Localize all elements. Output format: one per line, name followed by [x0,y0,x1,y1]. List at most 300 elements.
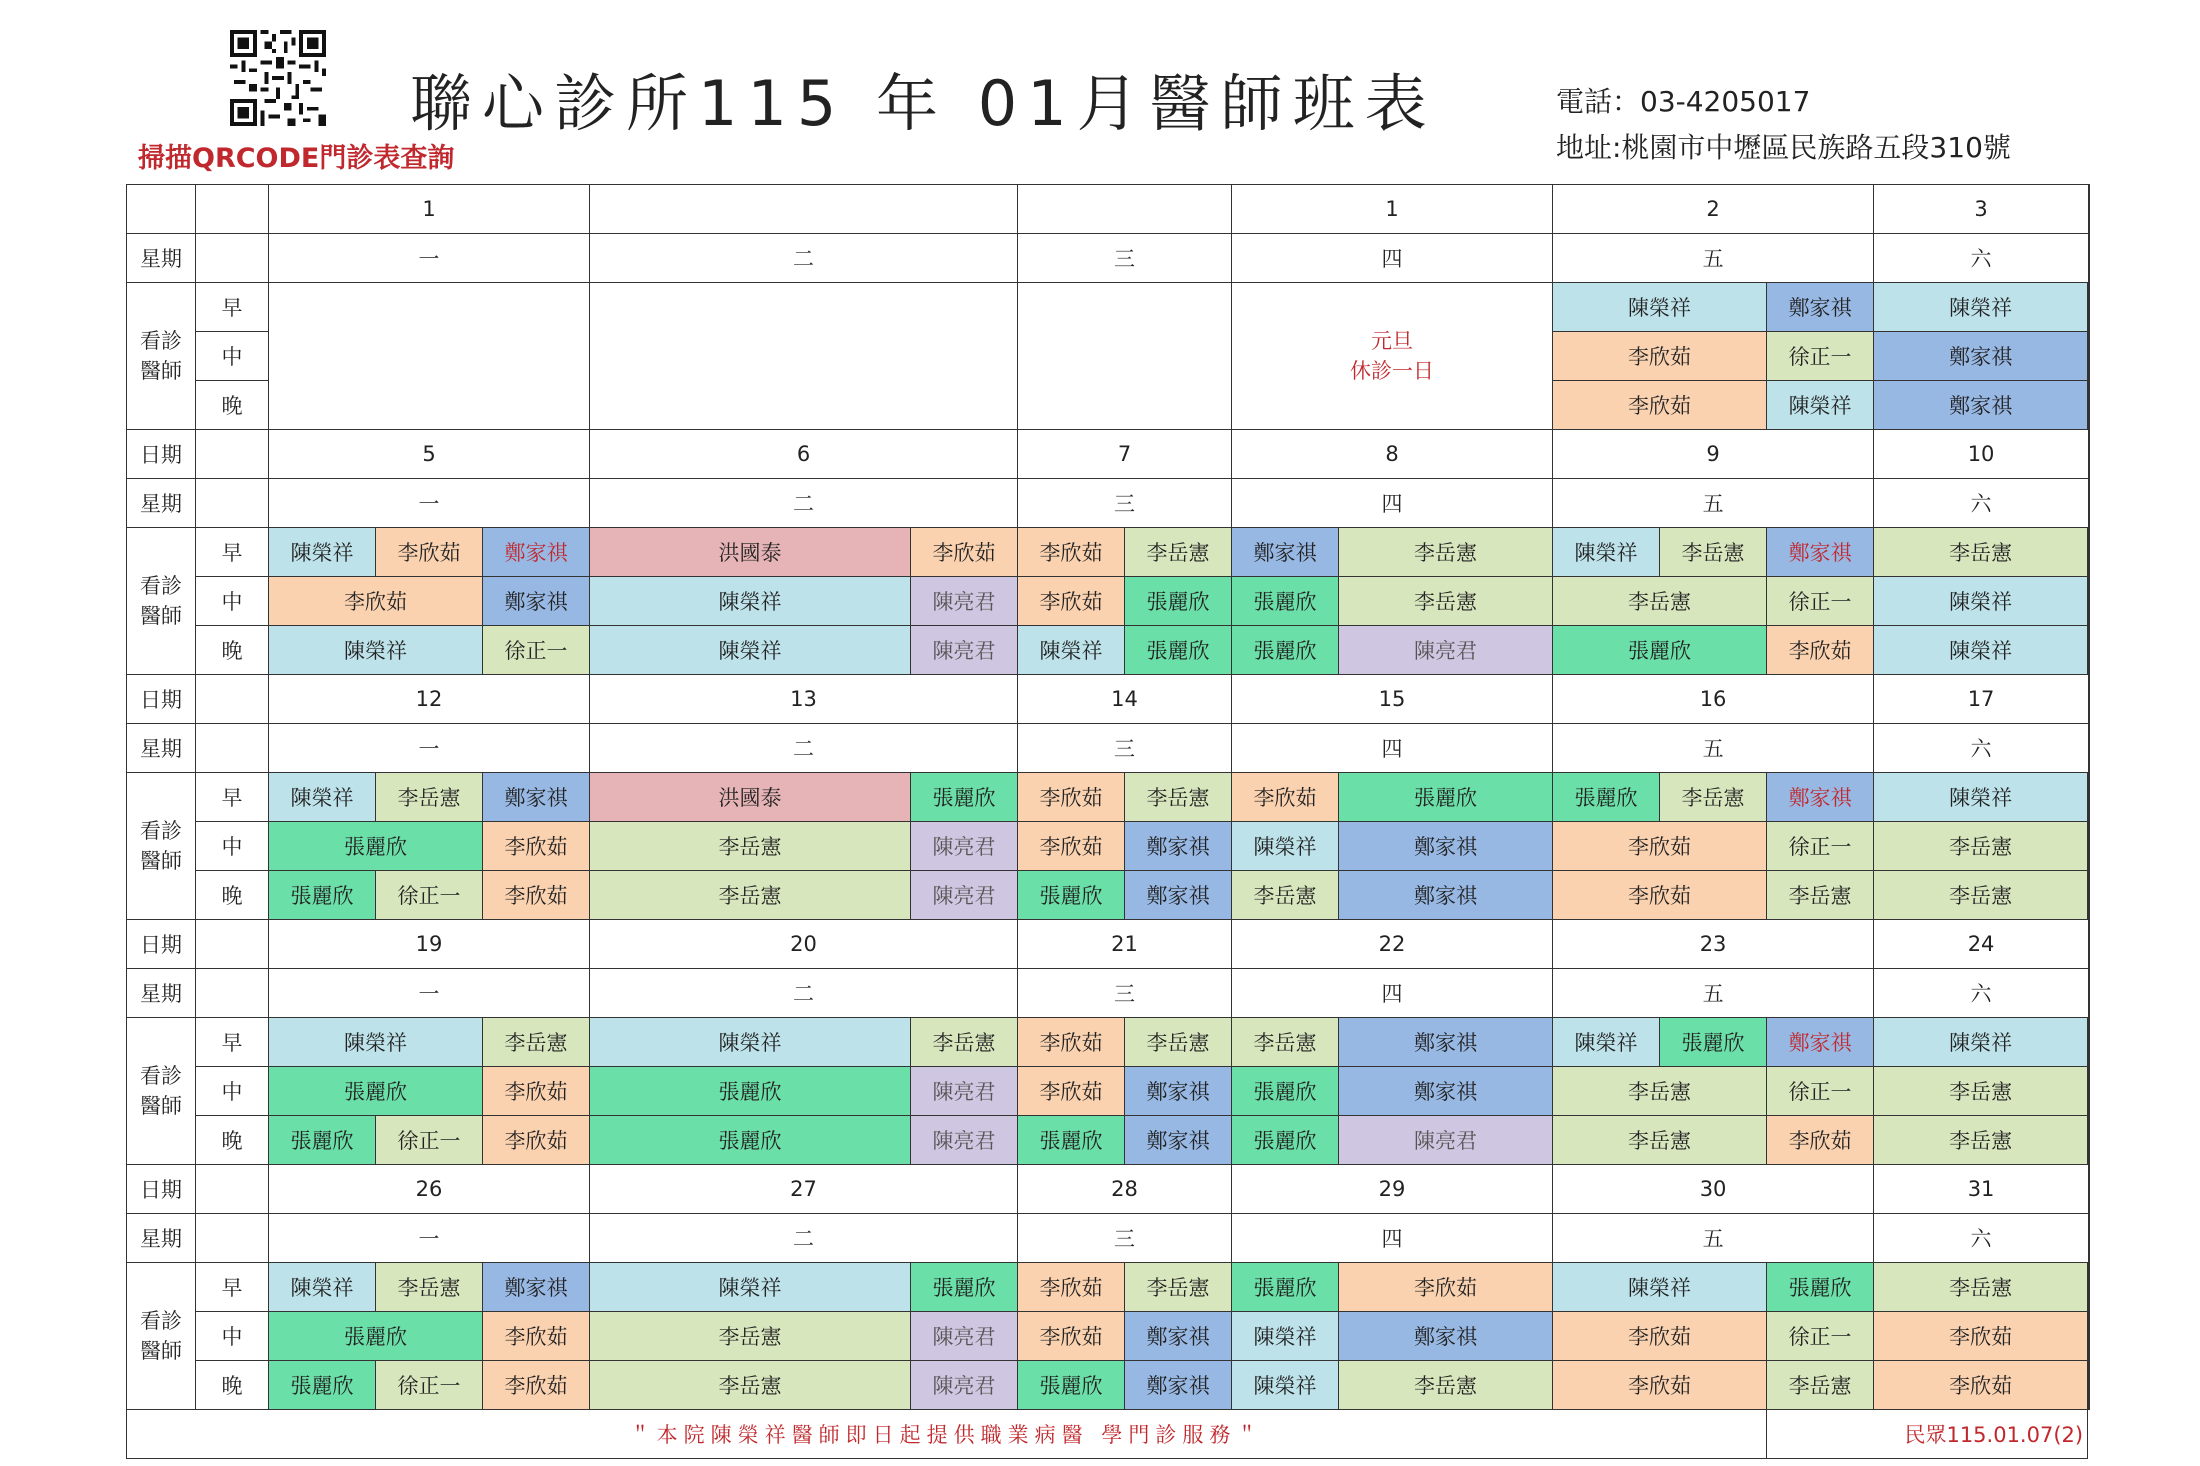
session-row [127,1018,2090,1067]
doctor-slot: 陳榮祥 [1874,1018,2088,1067]
doctor-slot: 鄭家祺 [1125,1361,1232,1410]
clinic-phone: 電話：03-4205017 [1556,85,1811,118]
doctor-slot: 徐正一 [1767,332,1874,381]
doctor-slot: 張麗欣 [269,1116,376,1165]
date-cell-fri: 2 [1553,185,1874,234]
weekday-row [127,1214,2090,1263]
doctor-slot: 李岳憲 [376,1263,483,1312]
doctor-slot: 李欣茹 [1018,1263,1125,1312]
session-row [127,1361,2090,1410]
doctor-slot: 徐正一 [376,1361,483,1410]
weekday-row [127,969,2090,1018]
doctor-slot: 張麗欣 [1232,577,1339,626]
doctor-slot: 李岳憲 [1232,871,1339,920]
doctor-slot: 陳榮祥 [269,1018,483,1067]
qr-caption: 掃描QRCODE門診表查詢 [138,143,455,174]
weekday-cell-fri: 五 [1553,724,1874,773]
doctor-slot: 李欣茹 [1553,1312,1767,1361]
date-cell-sun [2089,1165,2090,1214]
doctor-slot: 李欣茹 [269,577,483,626]
doctor-slot: 徐正一 [1767,577,1874,626]
session-label: 早 [196,528,269,577]
doctor-slot: 陳榮祥 [1874,283,2088,332]
doctor-slot: 鄭家祺 [1767,528,1874,577]
date-cell-wed: 28 [1018,1165,1232,1214]
date-row [127,675,2090,724]
doctor-slot: 李岳憲 [1553,1116,1767,1165]
doctor-slot: 陳榮祥 [269,773,376,822]
doctor-slot: 張麗欣 [1232,1116,1339,1165]
doctor-slot: 李岳憲 [590,1312,911,1361]
doctor-slot: 李岳憲 [1874,871,2088,920]
doctor-slot: 李岳憲 [1874,528,2088,577]
doctor-slot: 陳榮祥 [1232,1361,1339,1410]
date-cell-mon: 12 [269,675,590,724]
date-cell-fri: 16 [1553,675,1874,724]
weekday-cell-thu: 四 [1232,1214,1553,1263]
doctor-slot: 張麗欣 [1018,871,1125,920]
doctor-slot: 陳榮祥 [269,626,483,675]
session-row [127,283,2090,332]
weekday-cell-sat: 六 [1874,724,2089,773]
doctor-slot: 李欣茹 [1553,381,1767,430]
date-label: 日期 [127,675,196,724]
doctor-slot: 李欣茹 [1018,1312,1125,1361]
doctor-slot: 李欣茹 [1018,528,1125,577]
session-label: 早 [196,283,269,332]
empty-day-cell [2089,1116,2090,1165]
doctor-slot: 李岳憲 [1660,773,1767,822]
doctor-slot: 陳亮君 [911,1116,1018,1165]
doctor-slot: 陳亮君 [911,1312,1018,1361]
doctor-slot: 李欣茹 [483,1116,590,1165]
weekday-cell-sat: 六 [1874,969,2089,1018]
doctor-slot: 張麗欣 [911,773,1018,822]
doctor-slot: 洪國泰 [590,528,911,577]
date-cell-sun [2089,675,2090,724]
session-label: 中 [196,1312,269,1361]
doctor-slot: 鄭家祺 [483,528,590,577]
weekday-cell-sun [2089,234,2090,283]
doctor-block-label: 看診 醫師 [127,773,196,920]
date-cell-thu: 1 [1232,185,1553,234]
doctor-slot: 陳榮祥 [1874,577,2088,626]
date-label: 日期 [127,430,196,479]
doctor-slot: 李欣茹 [1232,773,1339,822]
weekday-cell-thu: 四 [1232,234,1553,283]
doctor-slot: 張麗欣 [1767,1263,1874,1312]
session-row [127,822,2090,871]
doctor-slot: 李岳憲 [1874,822,2088,871]
weekday-cell-sun [2089,479,2090,528]
doctor-slot: 李欣茹 [1018,773,1125,822]
doctor-slot: 李欣茹 [1553,332,1767,381]
date-cell-sun [2089,920,2090,969]
session-label: 晚 [196,1116,269,1165]
doctor-slot: 李岳憲 [911,1018,1018,1067]
doctor-slot: 李欣茹 [1018,1018,1125,1067]
doctor-slot: 陳亮君 [911,577,1018,626]
session-label: 中 [196,1067,269,1116]
weekday-cell-fri: 五 [1553,479,1874,528]
doctor-slot: 張麗欣 [269,1067,483,1116]
doctor-slot: 李欣茹 [1767,626,1874,675]
date-label-spacer [196,185,269,234]
doctor-slot: 李欣茹 [483,871,590,920]
doctor-slot: 徐正一 [1767,822,1874,871]
empty-day-cell [2089,528,2090,577]
empty-day-cell [2089,626,2090,675]
doctor-slot: 鄭家祺 [1125,1312,1232,1361]
weekday-cell-wed: 三 [1018,969,1232,1018]
session-label: 早 [196,773,269,822]
doctor-slot: 陳榮祥 [269,1263,376,1312]
doctor-slot: 李岳憲 [1339,528,1553,577]
date-cell-sat: 3 [1874,185,2089,234]
doctor-slot: 鄭家祺 [483,773,590,822]
doctor-slot: 李欣茹 [1553,1361,1767,1410]
date-cell-tue: 13 [590,675,1018,724]
date-row [127,185,2090,234]
empty-day-cell [2089,1312,2090,1361]
doctor-slot: 鄭家祺 [483,577,590,626]
weekday-cell-mon: 一 [269,234,590,283]
weekday-cell-fri: 五 [1553,969,1874,1018]
doctor-slot: 李欣茹 [911,528,1018,577]
date-cell-mon: 5 [269,430,590,479]
doctor-slot: 張麗欣 [1018,1116,1125,1165]
doctor-slot: 李岳憲 [1125,773,1232,822]
doctor-slot: 李岳憲 [1339,1361,1553,1410]
empty-day-cell [2089,773,2090,822]
weekday-cell-wed: 三 [1018,724,1232,773]
holiday-notice: 元旦 休診一日 [1232,283,1553,430]
doctor-slot: 鄭家祺 [1339,1067,1553,1116]
doctor-slot: 鄭家祺 [1339,1312,1553,1361]
footer-note: ＂本院陳榮祥醫師即日起提供職業病醫 學門診服務＂ [127,1410,1767,1459]
doctor-slot: 徐正一 [376,1116,483,1165]
session-row [127,871,2090,920]
doctor-slot: 張麗欣 [269,1361,376,1410]
empty-day-cell [2089,822,2090,871]
empty-day-cell [1018,283,1232,430]
weekday-label: 星期 [127,1214,196,1263]
date-cell-fri: 30 [1553,1165,1874,1214]
date-cell-wed [1018,185,1232,234]
doctor-slot: 李欣茹 [483,1361,590,1410]
weekday-cell-wed: 三 [1018,234,1232,283]
doctor-slot: 陳亮君 [1339,1116,1553,1165]
doctor-slot: 鄭家祺 [1767,283,1874,332]
weekday-cell-tue: 二 [590,1214,1018,1263]
date-label [127,185,196,234]
weekday-cell-mon: 一 [269,969,590,1018]
date-cell-sun [2089,430,2090,479]
empty-day-cell [2089,381,2090,430]
weekday-row [127,724,2090,773]
doctor-slot: 鄭家祺 [1125,822,1232,871]
doctor-slot: 李欣茹 [483,1067,590,1116]
doctor-slot: 李欣茹 [1018,1067,1125,1116]
weekday-cell-thu: 四 [1232,479,1553,528]
date-cell-sat: 31 [1874,1165,2089,1214]
date-cell-fri: 9 [1553,430,1874,479]
date-row [127,1165,2090,1214]
doctor-slot: 張麗欣 [1232,626,1339,675]
weekday-label: 星期 [127,234,196,283]
doctor-slot: 陳榮祥 [1767,381,1874,430]
weekday-label-spacer [196,479,269,528]
weekday-cell-mon: 一 [269,724,590,773]
date-cell-mon: 19 [269,920,590,969]
doctor-slot: 張麗欣 [590,1116,911,1165]
weekday-cell-tue: 二 [590,234,1018,283]
date-cell-sat: 10 [1874,430,2089,479]
doctor-slot: 李岳憲 [1767,871,1874,920]
weekday-cell-tue: 二 [590,724,1018,773]
session-label: 中 [196,577,269,626]
empty-day-cell [2089,1263,2090,1312]
doctor-slot: 鄭家祺 [1339,822,1553,871]
empty-day-cell [2089,1067,2090,1116]
session-row [127,1067,2090,1116]
doctor-slot: 張麗欣 [911,1263,1018,1312]
doctor-block-label: 看診 醫師 [127,1018,196,1165]
doctor-slot: 張麗欣 [269,822,483,871]
weekday-cell-sat: 六 [1874,234,2089,283]
doctor-slot: 李岳憲 [590,1361,911,1410]
date-label-spacer [196,1165,269,1214]
doctor-slot: 李欣茹 [1874,1361,2088,1410]
doctor-slot: 張麗欣 [1553,626,1767,675]
doctor-slot: 陳榮祥 [590,1018,911,1067]
doctor-slot: 張麗欣 [590,1067,911,1116]
doctor-slot: 張麗欣 [1339,773,1553,822]
date-cell-thu: 8 [1232,430,1553,479]
page-title: 聯心診所115 年 01月醫師班表 [410,67,1437,140]
empty-day-cell [590,283,1018,430]
date-cell-tue: 6 [590,430,1018,479]
date-cell-mon: 26 [269,1165,590,1214]
doctor-slot: 鄭家祺 [1125,1067,1232,1116]
date-cell-fri: 23 [1553,920,1874,969]
doctor-slot: 張麗欣 [269,871,376,920]
weekday-cell-wed: 三 [1018,479,1232,528]
doctor-slot: 陳榮祥 [590,1263,911,1312]
weekday-label-spacer [196,234,269,283]
doctor-slot: 李岳憲 [590,822,911,871]
session-row [127,1116,2090,1165]
doctor-slot: 李欣茹 [1018,577,1125,626]
date-cell-tue [590,185,1018,234]
doctor-slot: 鄭家祺 [1339,1018,1553,1067]
weekday-cell-mon: 一 [269,1214,590,1263]
doctor-slot: 陳榮祥 [590,577,911,626]
doctor-slot: 李岳憲 [483,1018,590,1067]
doctor-slot: 李岳憲 [1125,1263,1232,1312]
date-cell-thu: 22 [1232,920,1553,969]
doctor-slot: 李岳憲 [1553,577,1767,626]
date-label-spacer [196,430,269,479]
schedule-table [126,184,2090,1459]
doctor-block-label: 看診 醫師 [127,528,196,675]
weekday-cell-fri: 五 [1553,234,1874,283]
weekday-cell-mon: 一 [269,479,590,528]
date-cell-wed: 21 [1018,920,1232,969]
footer-row [127,1410,2090,1459]
doctor-slot: 陳亮君 [911,1067,1018,1116]
doctor-slot: 李岳憲 [1339,577,1553,626]
doctor-slot: 李岳憲 [376,773,483,822]
footer-version: 民眾115.01.07(2) [1767,1410,2088,1459]
doctor-slot: 鄭家祺 [1339,871,1553,920]
session-row [127,773,2090,822]
session-label: 早 [196,1018,269,1067]
date-cell-wed: 7 [1018,430,1232,479]
empty-day-cell [2089,1018,2090,1067]
doctor-slot: 陳榮祥 [1553,283,1767,332]
session-label: 晚 [196,871,269,920]
doctor-slot: 李欣茹 [483,1312,590,1361]
date-label: 日期 [127,1165,196,1214]
doctor-block-label: 看診 醫師 [127,1263,196,1410]
session-row [127,1312,2090,1361]
doctor-slot: 鄭家祺 [1767,1018,1874,1067]
doctor-slot: 陳榮祥 [590,626,911,675]
weekday-cell-tue: 二 [590,969,1018,1018]
doctor-slot: 陳榮祥 [1232,822,1339,871]
weekday-cell-thu: 四 [1232,969,1553,1018]
date-cell-wed: 14 [1018,675,1232,724]
doctor-slot: 陳亮君 [911,822,1018,871]
doctor-slot: 鄭家祺 [1767,773,1874,822]
empty-day-cell [2089,283,2090,332]
doctor-slot: 陳榮祥 [1018,626,1125,675]
doctor-slot: 鄭家祺 [1232,528,1339,577]
doctor-slot: 徐正一 [1767,1312,1874,1361]
doctor-slot: 張麗欣 [1018,1361,1125,1410]
date-label-spacer [196,675,269,724]
doctor-slot: 李岳憲 [1874,1116,2088,1165]
doctor-slot: 李欣茹 [1339,1263,1553,1312]
session-label: 晚 [196,381,269,430]
doctor-slot: 張麗欣 [269,1312,483,1361]
doctor-slot: 陳榮祥 [1553,1263,1767,1312]
weekday-cell-sun [2089,969,2090,1018]
doctor-slot: 張麗欣 [1553,773,1660,822]
date-cell-tue: 27 [590,1165,1018,1214]
weekday-cell-fri: 五 [1553,1214,1874,1263]
doctor-slot: 陳榮祥 [1874,773,2088,822]
weekday-cell-wed: 三 [1018,1214,1232,1263]
doctor-slot: 陳榮祥 [269,528,376,577]
weekday-cell-sun [2089,1214,2090,1263]
doctor-slot: 鄭家祺 [483,1263,590,1312]
session-label: 中 [196,822,269,871]
session-label: 中 [196,332,269,381]
session-row [127,528,2090,577]
doctor-slot: 李欣茹 [1018,822,1125,871]
doctor-slot: 李岳憲 [1874,1067,2088,1116]
session-label: 晚 [196,1361,269,1410]
date-cell-thu: 15 [1232,675,1553,724]
doctor-slot: 陳亮君 [911,626,1018,675]
weekday-row [127,234,2090,283]
doctor-slot: 李欣茹 [1553,822,1767,871]
weekday-label-spacer [196,969,269,1018]
date-cell-thu: 29 [1232,1165,1553,1214]
date-row [127,920,2090,969]
doctor-slot: 陳榮祥 [1232,1312,1339,1361]
date-label-spacer [196,920,269,969]
doctor-slot: 張麗欣 [1660,1018,1767,1067]
doctor-slot: 李欣茹 [376,528,483,577]
date-cell-sat: 17 [1874,675,2089,724]
session-row [127,1263,2090,1312]
doctor-slot: 徐正一 [376,871,483,920]
session-label: 晚 [196,626,269,675]
weekday-cell-sat: 六 [1874,1214,2089,1263]
weekday-cell-thu: 四 [1232,724,1553,773]
doctor-block-label: 看診 醫師 [127,283,196,430]
weekday-row [127,479,2090,528]
empty-day-cell [2089,577,2090,626]
weekday-cell-sat: 六 [1874,479,2089,528]
date-row [127,430,2090,479]
doctor-slot: 李岳憲 [1125,528,1232,577]
empty-day-cell [2089,1361,2090,1410]
empty-day-cell [269,283,590,430]
session-row [127,577,2090,626]
doctor-slot: 陳亮君 [1339,626,1553,675]
weekday-label: 星期 [127,724,196,773]
date-cell-sun [2089,185,2090,234]
clinic-address: 地址:桃園市中壢區民族路五段310號 [1556,131,2011,164]
doctor-slot: 李岳憲 [1767,1361,1874,1410]
doctor-slot: 張麗欣 [1232,1263,1339,1312]
weekday-label: 星期 [127,479,196,528]
doctor-slot: 陳榮祥 [1874,626,2088,675]
doctor-slot: 李欣茹 [1767,1116,1874,1165]
doctor-slot: 徐正一 [483,626,590,675]
weekday-cell-tue: 二 [590,479,1018,528]
weekday-cell-sun [2089,724,2090,773]
date-cell-sat: 24 [1874,920,2089,969]
doctor-slot: 李岳憲 [1232,1018,1339,1067]
weekday-label-spacer [196,724,269,773]
doctor-slot: 陳榮祥 [1553,528,1660,577]
doctor-slot: 陳亮君 [911,1361,1018,1410]
doctor-slot: 李欣茹 [1553,871,1767,920]
session-row [127,626,2090,675]
date-label: 日期 [127,920,196,969]
doctor-slot: 張麗欣 [1125,626,1232,675]
doctor-slot: 李岳憲 [1125,1018,1232,1067]
doctor-slot: 李岳憲 [1660,528,1767,577]
empty-day-cell [2089,871,2090,920]
doctor-slot: 張麗欣 [1125,577,1232,626]
date-cell-tue: 20 [590,920,1018,969]
doctor-slot: 李岳憲 [1874,1263,2088,1312]
weekday-label: 星期 [127,969,196,1018]
doctor-slot: 陳亮君 [911,871,1018,920]
date-cell-mon: 1 [269,185,590,234]
session-label: 早 [196,1263,269,1312]
doctor-slot: 李岳憲 [590,871,911,920]
doctor-slot: 鄭家祺 [1125,871,1232,920]
doctor-slot: 鄭家祺 [1874,332,2088,381]
doctor-slot: 鄭家祺 [1874,381,2088,430]
